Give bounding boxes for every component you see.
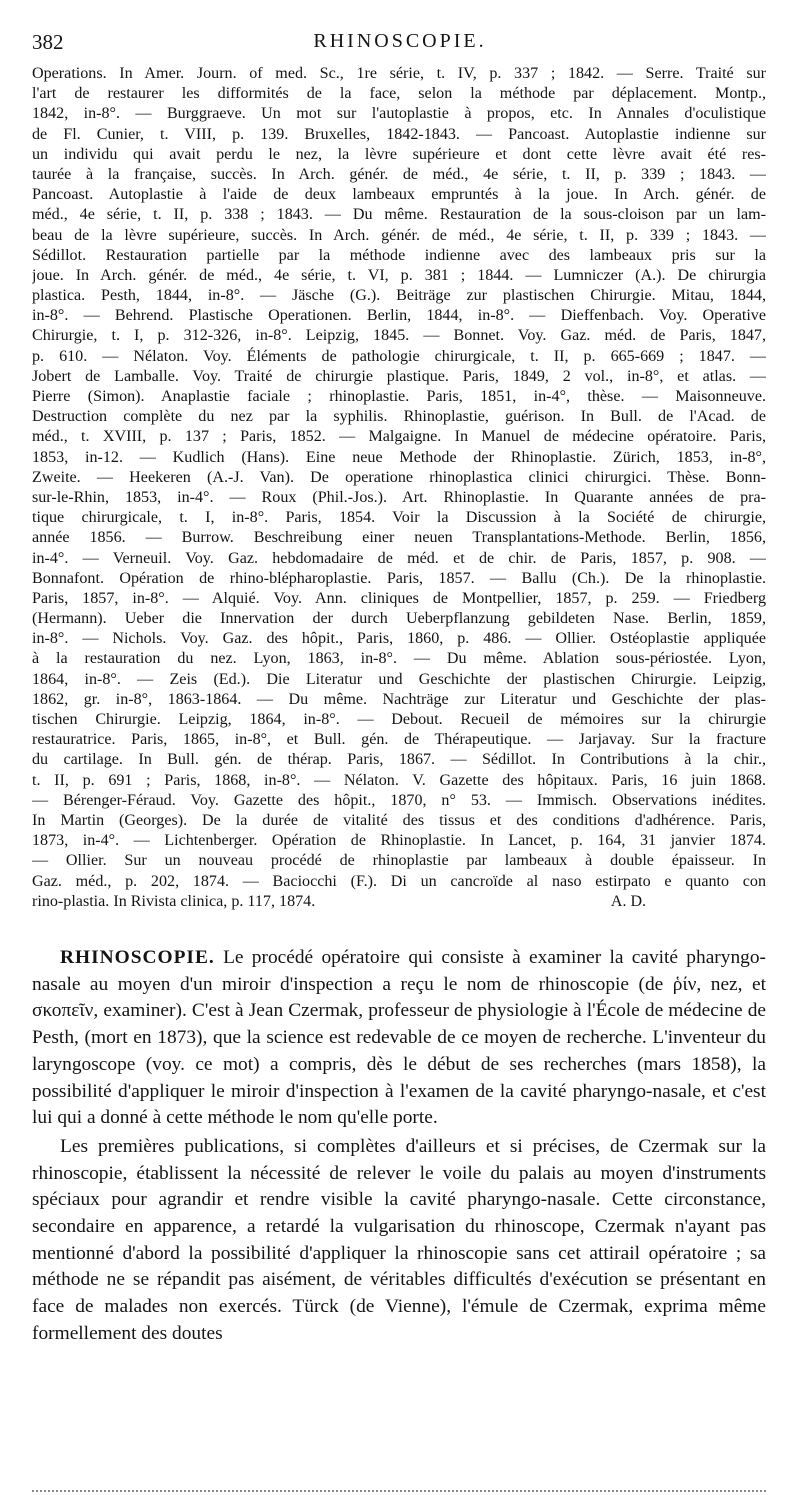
bibliography-line: (Hermann). Ueber die Innervation der durch Ueberpflanzung gebildeten Nase. Berlin, 1859,	[32, 610, 766, 628]
bibliography-line: Pierre (Simon). Anaplastie faciale ; rhinoplastie. Paris, 1851, in-4°, thèse. — Maisonneuve.	[32, 388, 766, 405]
bibliography-line: 1853, in-12. — Kudlich (Hans). Eine neue Methode der Rhinoplastie. Zürich, 1853, in-8°,	[32, 448, 766, 466]
bibliography-line: méd., 4e série, t. II, p. 338 ; 1843. — Du même. Restauration de la sous-cloison par un lam-	[32, 206, 766, 224]
page-footer-rule	[32, 1490, 766, 1492]
bibliography-line: Pancoast. Autoplastie à l'aide de deux lambeaux empruntés à la joue. In Arch. génér. de	[32, 186, 766, 204]
article-paragraph-1	[32, 945, 766, 1132]
bibliography-line: taurée à la française, succès. In Arch. génér. de méd., 4e série, t. II, p. 339 ; 1843. —	[32, 165, 766, 183]
article-paragraph-1-text: Le procédé opératoire qui consiste à examiner la cavité pharyngo-nasale au moyen d'un miroir d'inspection a reçu le nom de rhinoscopie (de ῥίν, nez, et σκοπεῖν, examiner). C'est à Jean Czermak, professeur de physiologie à l'École de médecine de Pesth, (mort en 1873), que la science est redevable de ce moyen de recherche. L'inventeur du laryngoscope (voy. ce mot) a compris, dès le début de ses recherches (mars 1858), la possibilité d'appliquer le miroir d'inspection à l'examen de la cavité pharyngo-nasale, et c'est lui qui a donné à cette méthode le nom qu'elle porte.	[32, 947, 766, 1129]
bibliography-block	[32, 64, 766, 912]
bibliography-line: 1842, in-8°. — Burggraeve. Un mot sur l'autoplastie à propos, etc. In Annales d'oculistique	[32, 105, 766, 123]
bibliography-line: du cartilage. In Bull. gén. de thérap. Paris, 1867. — Sédillot. In Contributions à la chir.,	[32, 751, 766, 769]
bibliography-line-text: rino-plastia. In Rivista clinica, p. 117, 1874.	[32, 892, 316, 910]
bibliography-line: 1864, in-8°. — Zeis (Ed.). Die Literatur und Geschichte der plastischen Chirurgie. Leipzig,	[32, 670, 766, 688]
page-number: 382	[32, 30, 64, 54]
bibliography-line: In Martin (Georges). De la durée de vitalité des tissus et des conditions d'adhérence. Paris,	[32, 811, 766, 829]
bibliography-line: Jobert de Lamballe. Voy. Traité de chirurgie plastique. Paris, 1849, 2 vol., in-8°, et atlas. —	[32, 367, 766, 385]
bibliography-line: Paris, 1857, in-8°. — Alquié. Voy. Ann. cliniques de Montpellier, 1857, p. 259. — Friedberg	[32, 589, 766, 607]
bibliography-line: in-4°. — Verneuil. Voy. Gaz. hebdomadaire de méd. et de chir. de Paris, 1857, p. 908. —	[32, 549, 766, 567]
running-head: RHINOSCOPIE.	[313, 30, 487, 52]
bibliography-line: sur-le-Rhin, 1853, in-4°. — Roux (Phil.-Jos.). Art. Rhinoplastie. In Quarante années de pra-	[32, 488, 766, 506]
bibliography-line: l'art de restaurer les difformités de la face, selon la méthode par déplacement. Montp.,	[32, 85, 766, 103]
bibliography-line: méd., t. XVIII, p. 137 ; Paris, 1852. — Malgaigne. In Manuel de médecine opératoire. Paris,	[32, 428, 766, 446]
bibliography-line: tique chirurgicale, t. I, in-8°. Paris, 1854. Voir la Discussion à la Société de chirurgie,	[32, 509, 766, 527]
bibliography-line: Chirurgie, t. I, p. 312-326, in-8°. Leipzig, 1845. — Bonnet. Voy. Gaz. méd. de Paris, 1847,	[32, 327, 766, 345]
bibliography-line: Destruction complète du nez par la syphilis. Rhinoplastie, guérison. In Bull. de l'Acad. de	[32, 408, 766, 426]
bibliography-line: Zweite. — Heekeren (A.-J. Van). De operatione rhinoplastica clinici chirurgici. Thèse. Bonn-	[32, 468, 766, 486]
bibliography-line: année 1856. — Burrow. Beschreibung einer neuen Transplantations-Methode. Berlin, 1856,	[32, 529, 766, 547]
article-paragraph-2: Les premières publications, si complètes d'ailleurs et si précises, de Czermak sur la rhinoscopie, établissent la nécessité de relever le voile du palais au moyen d'instruments spéciaux pour agrandir et rendre visible la cavité pharyngo-nasale. Cette circonstance, secondaire en apparence, a retardé la vulgarisation du rhinoscope, Czermak n'ayant pas mentionné d'abord la possibilité d'appliquer la rhinoscopie sans cet attirail opératoire ; sa méthode ne se répandit pas aisément, de véritables difficultés d'exécution se présentant en face de malades non exercés. Türck (de Vienne), l'émule de Czermak, exprima même formellement des doutes	[32, 1135, 766, 1344]
bibliography-line: — Bérenger-Féraud. Voy. Gazette des hôpit., 1870, n° 53. — Immisch. Observations inédites.	[32, 791, 766, 809]
bibliography-line: à la restauration du nez. Lyon, 1863, in-8°. — Du même. Ablation sous-périostée. Lyon,	[32, 650, 766, 668]
bibliography-line: — Ollier. Sur un nouveau procédé de rhinoplastie par lambeaux à double épaisseur. In	[32, 852, 766, 870]
bibliography-line: tischen Chirurgie. Leipzig, 1864, in-8°. — Debout. Recueil de mémoires sur la chirurgie	[32, 711, 766, 728]
bibliography-line: plastica. Pesth, 1844, in-8°. — Jäsche (G.). Beiträge zur plastischen Chirurgie. Mitau, 1844,	[32, 287, 766, 305]
bibliography-line: Gaz. méd., p. 202, 1874. — Baciocchi (F.). Di un cancroïde al naso estirpato e quanto con	[32, 872, 766, 890]
bibliography-line: Bonnafont. Opération de rhino-blépharoplastie. Paris, 1857. — Ballu (Ch.). De la rhinoplastie.	[32, 569, 766, 587]
entry-head-word: RHINOSCOPIE.	[60, 947, 215, 968]
bibliography-line: Operations. In Amer. Journ. of med. Sc., 1re série, t. IV, p. 337 ; 1842. — Serre. Traité sur	[32, 65, 766, 82]
bibliography-line	[32, 892, 766, 912]
bibliography-line: p. 610. — Nélaton. Voy. Éléments de pathologie chirurgicale, t. II, p. 665-669 ; 1847. —	[32, 347, 766, 365]
author-signature: A. D.	[610, 892, 646, 910]
bibliography-line: 1862, gr. in-8°, 1863-1864. — Du même. Nachträge zur Literatur und Geschichte der plas-	[32, 690, 766, 708]
bibliography-line: t. II, p. 691 ; Paris, 1868, in-8°. — Nélaton. V. Gazette des hôpitaux. Paris, 16 juin 1868.	[32, 771, 766, 789]
bibliography-line: restauratrice. Paris, 1865, in-8°, et Bull. gén. de Thérapeutique. — Jarjavay. Sur la fracture	[32, 731, 766, 749]
bibliography-line: in-8°. — Nichols. Voy. Gaz. des hôpit., Paris, 1860, p. 486. — Ollier. Ostéoplastie appliquée	[32, 630, 766, 648]
bibliography-line: beau de la lèvre supérieure, succès. In Arch. génér. de méd., 4e série, t. II, p. 339 ; 1843. —	[32, 226, 766, 244]
page-header	[32, 30, 768, 56]
bibliography-line: joue. In Arch. génér. de méd., 4e série, t. VI, p. 381 ; 1844. — Lumniczer (A.). De chirurgia	[32, 266, 766, 284]
bibliography-line: Sédillot. Restauration partielle par la méthode indienne avec des lambeaux pris sur la	[32, 246, 766, 264]
article-body	[32, 945, 766, 1348]
bibliography-line: un individu qui avait perdu le nez, la lèvre supérieure et dont cette lèvre avait été res-	[32, 145, 766, 163]
bibliography-line: 1873, in-4°. — Lichtenberger. Opération de Rhinoplastie. In Lancet, p. 164, 31 janvier 1874.	[32, 832, 766, 850]
bibliography-line: in-8°. — Behrend. Plastische Operationen. Berlin, 1844, in-8°. — Dieffenbach. Voy. Operative	[32, 307, 766, 325]
bibliography-line: de Fl. Cunier, t. VIII, p. 139. Bruxelles, 1842-1843. — Pancoast. Autoplastie indienne sur	[32, 125, 766, 143]
